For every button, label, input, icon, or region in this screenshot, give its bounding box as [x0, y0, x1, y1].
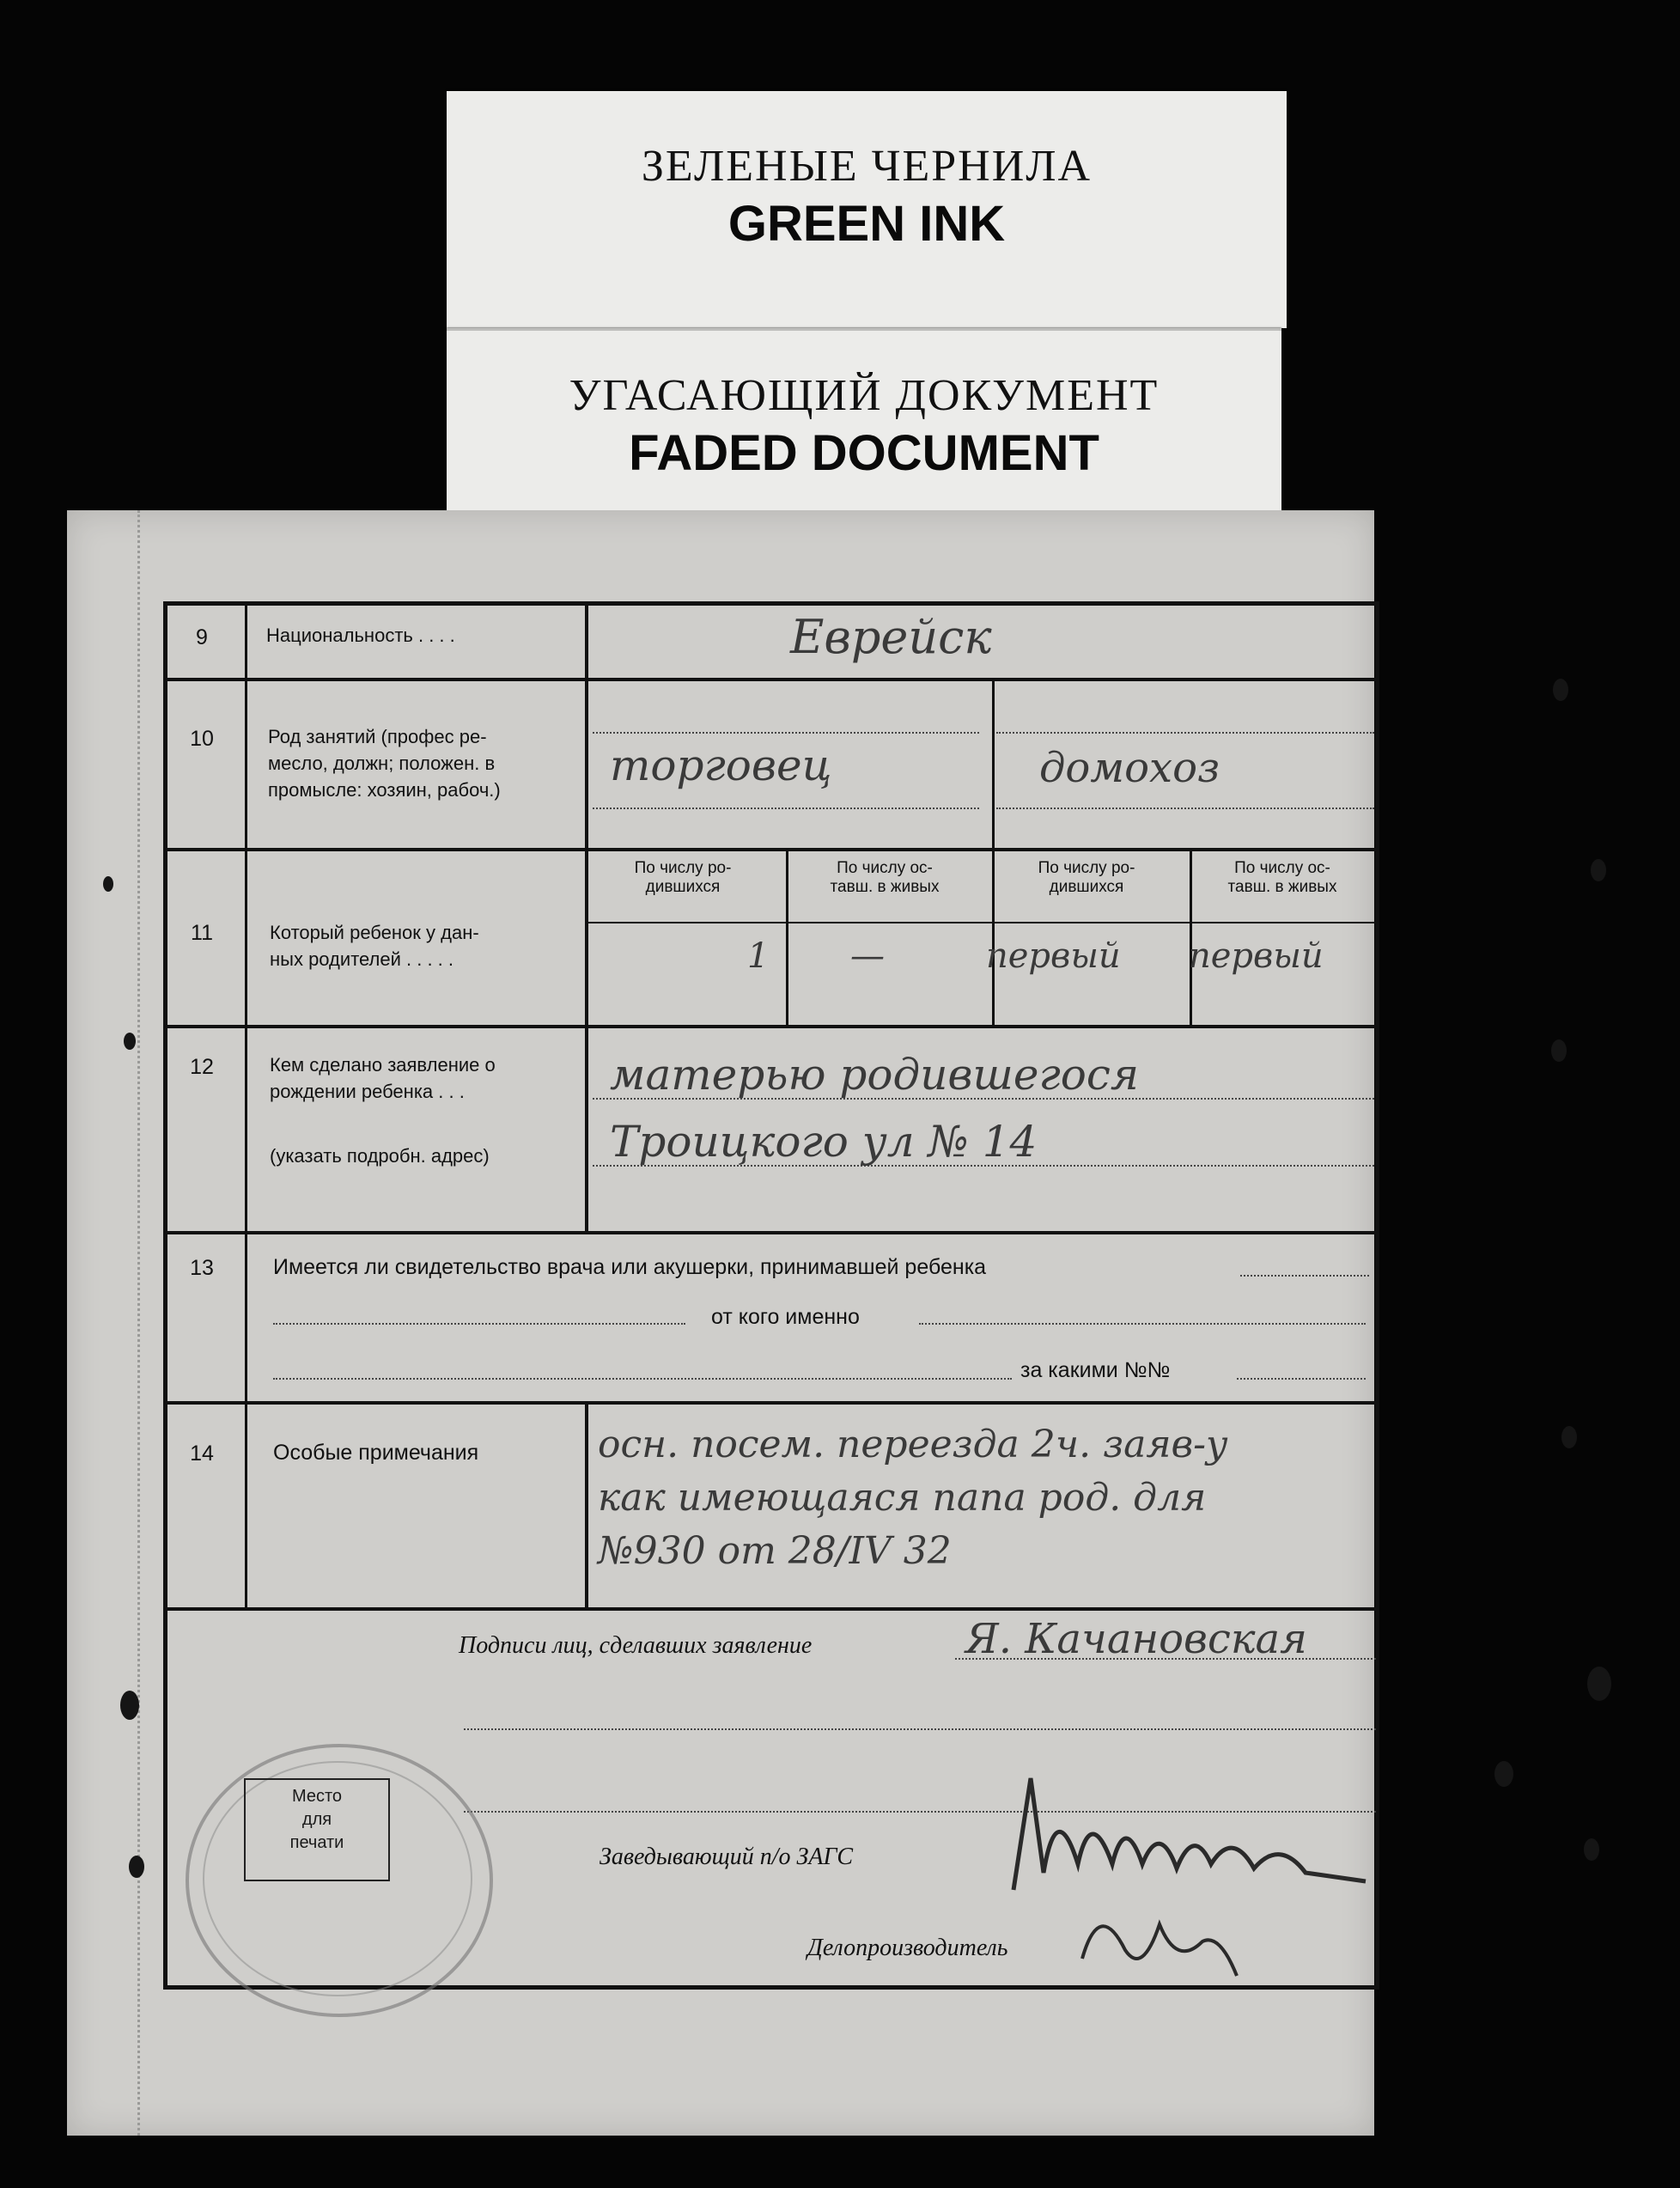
clerk-signature [1074, 1890, 1245, 1993]
occupation-father-value: торговец [610, 741, 832, 790]
punch-hole [103, 876, 113, 892]
punch-hole [124, 1033, 136, 1050]
punch-hole [1494, 1761, 1513, 1787]
registry-head-label: Заведывающий п/о ЗАГС [600, 1844, 854, 1870]
punch-hole [1584, 1838, 1599, 1861]
remarks-label: Особые примечания [273, 1441, 479, 1465]
row-9-number: 9 [196, 625, 208, 649]
green-ink-ru: ЗЕЛЕНЫЕ ЧЕРНИЛА [641, 142, 1093, 191]
col-born-header-2: По числу ро- дившихся [1038, 859, 1135, 896]
punch-hole [1553, 679, 1568, 701]
remarks-value-1: осн. посем. переезда 2ч. заяв-у [598, 1423, 1228, 1466]
green-ink-label [447, 91, 1287, 328]
declarant-value-1: матерью родившегося [610, 1050, 1139, 1100]
declarant-label-1: Кем сделано заявление о [270, 1054, 496, 1076]
occupation-label-1: Род занятий (профес ре- [268, 726, 487, 747]
row-14-number: 14 [190, 1441, 214, 1466]
declarant-label-3: (указать подробн. адрес) [270, 1145, 490, 1167]
remarks-value-3: №930 от 28/IV 32 [598, 1529, 952, 1573]
child-born-value-2: первый [986, 936, 1121, 976]
occupation-mother-value: домохоз [1039, 744, 1220, 792]
nationality-label: Национальность . . . . [266, 625, 455, 646]
row-11-number: 11 [191, 921, 213, 945]
row-10-number: 10 [190, 727, 214, 751]
col-born-header-1: По числу ро- дившихся [634, 859, 732, 896]
clerk-label: Делопроизводитель [807, 1935, 1008, 1961]
occupation-label-2: месло, должн; положен. в [268, 753, 496, 774]
faded-document-label [447, 328, 1281, 511]
declarant-value-2: Троицкого ул № 14 [610, 1117, 1038, 1167]
registry-head-signature [996, 1744, 1391, 1899]
col-alive-header-1: По числу ос- тавш. в живых [830, 859, 940, 896]
occupation-label-3: промысле: хозяин, рабоч.) [268, 779, 501, 801]
faded-en: FADED DOCUMENT [629, 425, 1099, 481]
child-alive-value-1: — [850, 936, 885, 976]
faded-ru: УГАСАЮЩИЙ ДОКУМЕНТ [569, 371, 1160, 420]
row-13-number: 13 [190, 1256, 214, 1280]
child-alive-value-2: первый [1189, 936, 1324, 976]
child-order-label-2: ных родителей . . . . . [270, 948, 454, 970]
remarks-value-2: как имеющаяся папа род. для [598, 1476, 1207, 1520]
declarant-label-2: рождении ребенка . . . [270, 1081, 465, 1102]
punch-hole [120, 1691, 139, 1720]
nationality-value: Еврейск [790, 610, 992, 664]
col-alive-header-2: По числу ос- тавш. в живых [1227, 859, 1337, 896]
signatures-value: Я. Качановская [965, 1615, 1307, 1663]
row-12-number: 12 [190, 1055, 214, 1079]
punch-hole [129, 1856, 144, 1878]
child-born-value-1: 1 [747, 936, 770, 976]
punch-hole [1587, 1667, 1611, 1701]
punch-hole [1561, 1426, 1577, 1448]
from-whom-label: от кого именно [711, 1305, 860, 1329]
stamp-place-box: Место для печати [244, 1778, 390, 1881]
perforation-edge [137, 510, 147, 2136]
by-numbers-label: за какими №№ [1020, 1358, 1171, 1382]
punch-hole [1591, 859, 1606, 881]
green-ink-en: GREEN INK [727, 196, 1006, 252]
certificate-question: Имеется ли свидетельство врача или акушерки, принимавшей ребенка [273, 1255, 987, 1279]
punch-hole [1551, 1039, 1567, 1062]
signatures-label: Подписи лиц, сделавших заявление [459, 1632, 813, 1659]
child-order-label-1: Который ребенок у дан- [270, 922, 479, 943]
